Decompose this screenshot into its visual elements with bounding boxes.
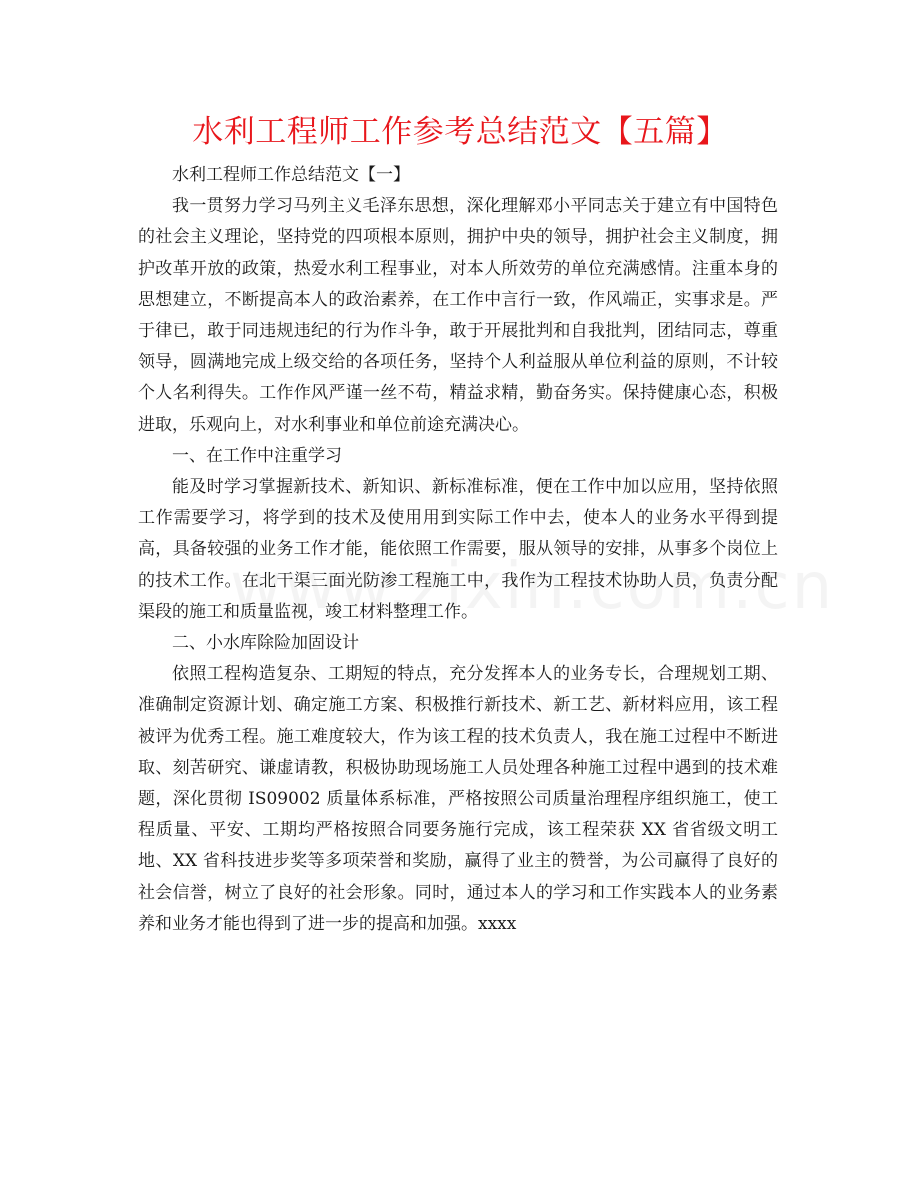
page-title: 水利工程师工作参考总结范文【五篇】 — [192, 114, 728, 150]
document-body — [138, 160, 778, 940]
section-heading-1: 水利工程师工作总结范文【一】 — [172, 165, 410, 185]
section-heading-3: 二、小水库除险加固设计 — [172, 633, 359, 654]
section-heading-2: 一、在工作中注重学习 — [172, 445, 342, 466]
paragraph-1: 我一贯努力学习马列主义毛泽东思想，深化理解邓小平同志关于建立有中国特色的社会主义理论，坚持党的四项根本原则，拥护中央的领导，拥护社会主义制度，拥护改革开放的政策，热爱水利工程事业，对本人所效劳的单位充满感情。注重本身的思想建立，不断提高本人的政治素养，在工作中言行一致，作风端正，实事求是。严于律已，敢于同违规违纪的行为作斗争，敢于开展批判和自我批判，团结同志，尊重领导，圆满地完成上级交给的各项任务，坚持个人利益服从单位利益的原则，不计较个人名利得失。工作作风严谨一丝不苟，精益求精，勤奋务实。保持健康心态，积极进取，乐观向上，对水利事业和单位前途充满决心。 — [138, 196, 778, 435]
paragraph-2: 能及时学习掌握新技术、新知识、新标准标准，便在工作中加以应用，坚持依照工作需要学习，将学到的技术及使用用到实际工作中去，使本人的业务水平得到提高，具备较强的业务工作才能，能依照工作需要，服从领导的安排，从事多个岗位上的技术工作。在北干渠三面光防渗工程施工中，我作为工程技术协助人员，负责分配渠段的施工和质量监视，竣工材料整理工作。 — [138, 477, 778, 622]
paragraph-3: 依照工程构造复杂、工期短的特点，充分发挥本人的业务专长，合理规划工期、准确制定资源计划、确定施工方案、积极推行新技术、新工艺、新材料应用，该工程被评为优秀工程。施工难度较大，作为该工程的技术负责人，我在施工过程中不断进取、刻苦研究、谦虚请教，积极协助现场施工人员处理各种施工过程中遇到的技术难题，深化贯彻 IS09002 质量体系标准，严格按照公司质量治理程序组织施工，使工程质量、平安、工期均严格按照合同要务施行完成，该工程荣获 XX 省省级文明工地、XX 省科技进步奖等多项荣誉和奖励，赢得了业主的赞誉，为公司赢得了良好的社会信誉，树立了良好的社会形象。同时，通过本人的学习和工作实践本人的业务素养和业务才能也得到了进一步的提高和加强。xxxx — [138, 664, 778, 934]
